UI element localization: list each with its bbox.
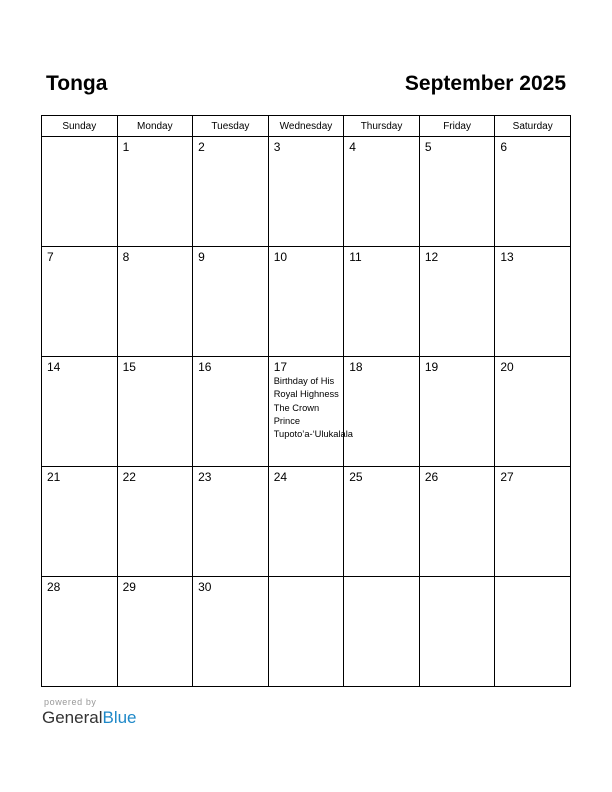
day-cell — [344, 357, 420, 467]
day-number: 6 — [500, 140, 508, 154]
brand-logo-part1: General — [42, 708, 103, 727]
day-cell — [193, 247, 269, 357]
day-number: 29 — [122, 580, 136, 594]
day-number: 20 — [500, 360, 514, 374]
day-number: 25 — [349, 470, 363, 484]
day-cell — [419, 577, 495, 687]
day-cell — [42, 357, 118, 467]
day-cell — [268, 357, 353, 467]
day-cell — [193, 577, 269, 687]
day-cell — [193, 357, 269, 467]
day-cell — [495, 467, 571, 577]
day-number: 10 — [273, 250, 288, 264]
day-number: 13 — [500, 250, 514, 264]
day-cell — [495, 577, 571, 687]
day-cell — [42, 247, 118, 357]
day-number — [42, 137, 117, 140]
day-cell — [419, 137, 495, 247]
day-cell — [268, 137, 344, 247]
day-number: 26 — [424, 470, 439, 484]
day-number: 3 — [273, 140, 281, 154]
day-cell — [344, 577, 420, 687]
day-cell — [117, 247, 193, 357]
day-number: 12 — [424, 250, 439, 264]
weekday-thursday: Thursday — [344, 116, 420, 137]
day-number: 5 — [424, 140, 432, 154]
calendar-country: Tonga — [46, 72, 108, 95]
day-cell — [344, 137, 420, 247]
day-number — [269, 577, 344, 580]
day-number: 14 — [47, 360, 61, 374]
brand-logo[interactable] — [42, 708, 137, 728]
day-cell — [193, 467, 269, 577]
day-cell — [42, 577, 118, 687]
weekday-header-row — [42, 116, 571, 137]
day-cell — [495, 247, 571, 357]
brand-logo-part2: Blue — [102, 708, 137, 727]
holiday-event: Birthday of His Royal Highness The Crown Prince Tupoto’a-‘Ulukalala — [273, 376, 353, 440]
day-number — [344, 577, 419, 580]
day-cell — [268, 577, 344, 687]
day-number: 9 — [198, 250, 205, 264]
day-number: 24 — [273, 470, 288, 484]
week-row — [42, 137, 571, 247]
day-number — [420, 577, 495, 580]
day-cell — [42, 467, 118, 577]
day-cell — [117, 467, 193, 577]
day-cell — [344, 467, 420, 577]
day-cell — [495, 137, 571, 247]
day-number: 27 — [500, 470, 514, 484]
day-number: 2 — [198, 140, 205, 154]
week-row — [42, 357, 571, 467]
day-number: 19 — [424, 360, 439, 374]
day-cell — [419, 467, 495, 577]
day-number: 1 — [122, 140, 130, 154]
day-cell — [344, 247, 420, 357]
day-cell — [419, 247, 495, 357]
day-cell — [117, 137, 193, 247]
day-number: 23 — [198, 470, 212, 484]
day-cell — [268, 247, 344, 357]
day-cell — [42, 137, 118, 247]
day-number: 7 — [47, 250, 54, 264]
calendar-month-year: September 2025 — [404, 72, 566, 95]
weekday-saturday: Saturday — [495, 116, 571, 137]
powered-by-text: powered by — [44, 697, 97, 707]
day-cell — [117, 357, 193, 467]
weekday-friday: Friday — [419, 116, 495, 137]
day-number: 15 — [122, 360, 136, 374]
day-number: 17 — [273, 360, 288, 374]
day-cell — [268, 467, 344, 577]
day-number: 11 — [349, 250, 362, 264]
day-cell — [495, 357, 571, 467]
day-number: 21 — [47, 470, 61, 484]
day-number: 16 — [198, 360, 212, 374]
day-number: 4 — [349, 140, 356, 154]
week-row — [42, 467, 571, 577]
day-number: 22 — [122, 470, 136, 484]
weekday-wednesday: Wednesday — [268, 116, 344, 137]
day-cell — [419, 357, 495, 467]
week-row — [42, 577, 571, 687]
weekday-sunday: Sunday — [42, 116, 118, 137]
week-row — [42, 247, 571, 357]
weekday-monday: Monday — [117, 116, 193, 137]
weekday-tuesday: Tuesday — [193, 116, 269, 137]
day-cell — [117, 577, 193, 687]
day-number: 30 — [198, 580, 212, 594]
day-number: 28 — [47, 580, 61, 594]
calendar-grid — [41, 115, 571, 687]
day-number: 8 — [122, 250, 130, 264]
day-number: 18 — [349, 360, 363, 374]
day-cell — [193, 137, 269, 247]
day-number — [495, 577, 570, 580]
